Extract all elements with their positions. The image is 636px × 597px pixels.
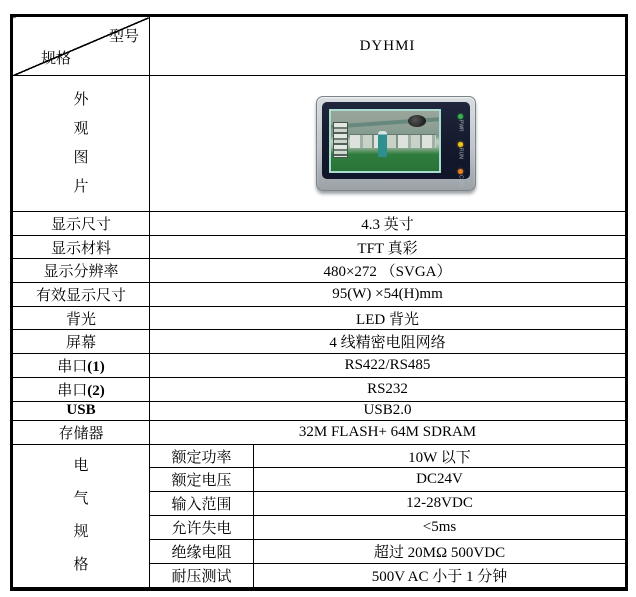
- device-screen: [329, 109, 441, 173]
- model-name: DYHMI: [150, 17, 626, 76]
- sub-label: 允许失电: [150, 516, 254, 540]
- sub-value: DC24V: [254, 468, 626, 492]
- row-value: LED 背光: [150, 306, 626, 330]
- appearance-label-cell: [13, 76, 150, 212]
- sub-label: 输入范围: [150, 492, 254, 516]
- row-value: 480×272 （SVGA）: [150, 259, 626, 283]
- sub-label: 耐压测试: [150, 563, 254, 587]
- row-label: 显示分辨率: [13, 259, 150, 283]
- row-value: RS422/RS485: [150, 354, 626, 378]
- sub-value: 10W 以下: [254, 444, 626, 468]
- row-serial-2: [13, 377, 626, 401]
- sub-label: 额定功率: [150, 444, 254, 468]
- corner-spec-label: 规格: [41, 51, 72, 67]
- led-indicators: [458, 114, 463, 186]
- row-label: 显示尺寸: [13, 212, 150, 236]
- sub-value: 12-28VDC: [254, 492, 626, 516]
- appearance-row: [13, 76, 626, 212]
- row-display-size: [13, 212, 626, 236]
- row-resolution: [13, 259, 626, 283]
- corner-model-label: 型号: [108, 29, 139, 45]
- row-value: 32M FLASH+ 64M SDRAM: [150, 420, 626, 444]
- header-row: [13, 17, 626, 76]
- sub-label: 额定电压: [150, 468, 254, 492]
- appearance-label: 外 观 图 片: [73, 91, 89, 195]
- pwr-led-label: PWR: [457, 120, 464, 132]
- row-usb: [13, 401, 626, 420]
- led-com: [458, 169, 463, 187]
- row-touchscreen: [13, 330, 626, 354]
- factory-worker: [378, 131, 387, 157]
- com-led-label: COM: [457, 174, 464, 187]
- row-value: TFT 真彩: [150, 235, 626, 259]
- row-memory: [13, 420, 626, 444]
- sub-label: 绝缘电阻: [150, 540, 254, 564]
- row-label: 串口(2): [13, 377, 150, 401]
- row-label: 屏幕: [13, 330, 150, 354]
- row-value: 4 线精密电阻网络: [150, 330, 626, 354]
- sub-value: <5ms: [254, 516, 626, 540]
- spec-sheet: [10, 14, 628, 591]
- electrical-section-label: 电 气 规 格: [73, 457, 89, 573]
- device-front-panel: [322, 102, 470, 187]
- sub-value: 500V AC 小于 1 分钟: [254, 563, 626, 587]
- row-value: 95(W) ×54(H)mm: [150, 283, 626, 307]
- row-rated-power: [13, 444, 626, 468]
- run-led-icon: [458, 142, 463, 147]
- spec-table: [12, 16, 626, 588]
- factory-roll: [408, 115, 426, 127]
- row-active-area: [13, 283, 626, 307]
- row-label: 显示材料: [13, 235, 150, 259]
- led-pwr: [458, 114, 463, 132]
- row-label: 背光: [13, 306, 150, 330]
- row-label: 存储器: [13, 420, 150, 444]
- run-led-label: RUN: [457, 147, 464, 159]
- hmi-device-photo: [316, 96, 476, 191]
- factory-equipment: [333, 122, 348, 158]
- row-value: USB2.0: [150, 401, 626, 420]
- factory-machines: [350, 134, 436, 148]
- sub-value: 超过 20MΩ 500VDC: [254, 540, 626, 564]
- row-value: RS232: [150, 377, 626, 401]
- com-led-icon: [458, 169, 463, 174]
- led-run: [458, 142, 463, 159]
- appearance-image-cell: [150, 76, 626, 212]
- row-serial-1: [13, 354, 626, 378]
- row-value: 4.3 英寸: [150, 212, 626, 236]
- electrical-section-label-cell: [13, 444, 150, 587]
- row-label: 串口(1): [13, 354, 150, 378]
- row-label: USB: [13, 401, 150, 420]
- pwr-led-icon: [458, 114, 463, 119]
- row-backlight: [13, 306, 626, 330]
- row-label: 有效显示尺寸: [13, 283, 150, 307]
- header-corner-cell: [13, 17, 150, 76]
- row-display-material: [13, 235, 626, 259]
